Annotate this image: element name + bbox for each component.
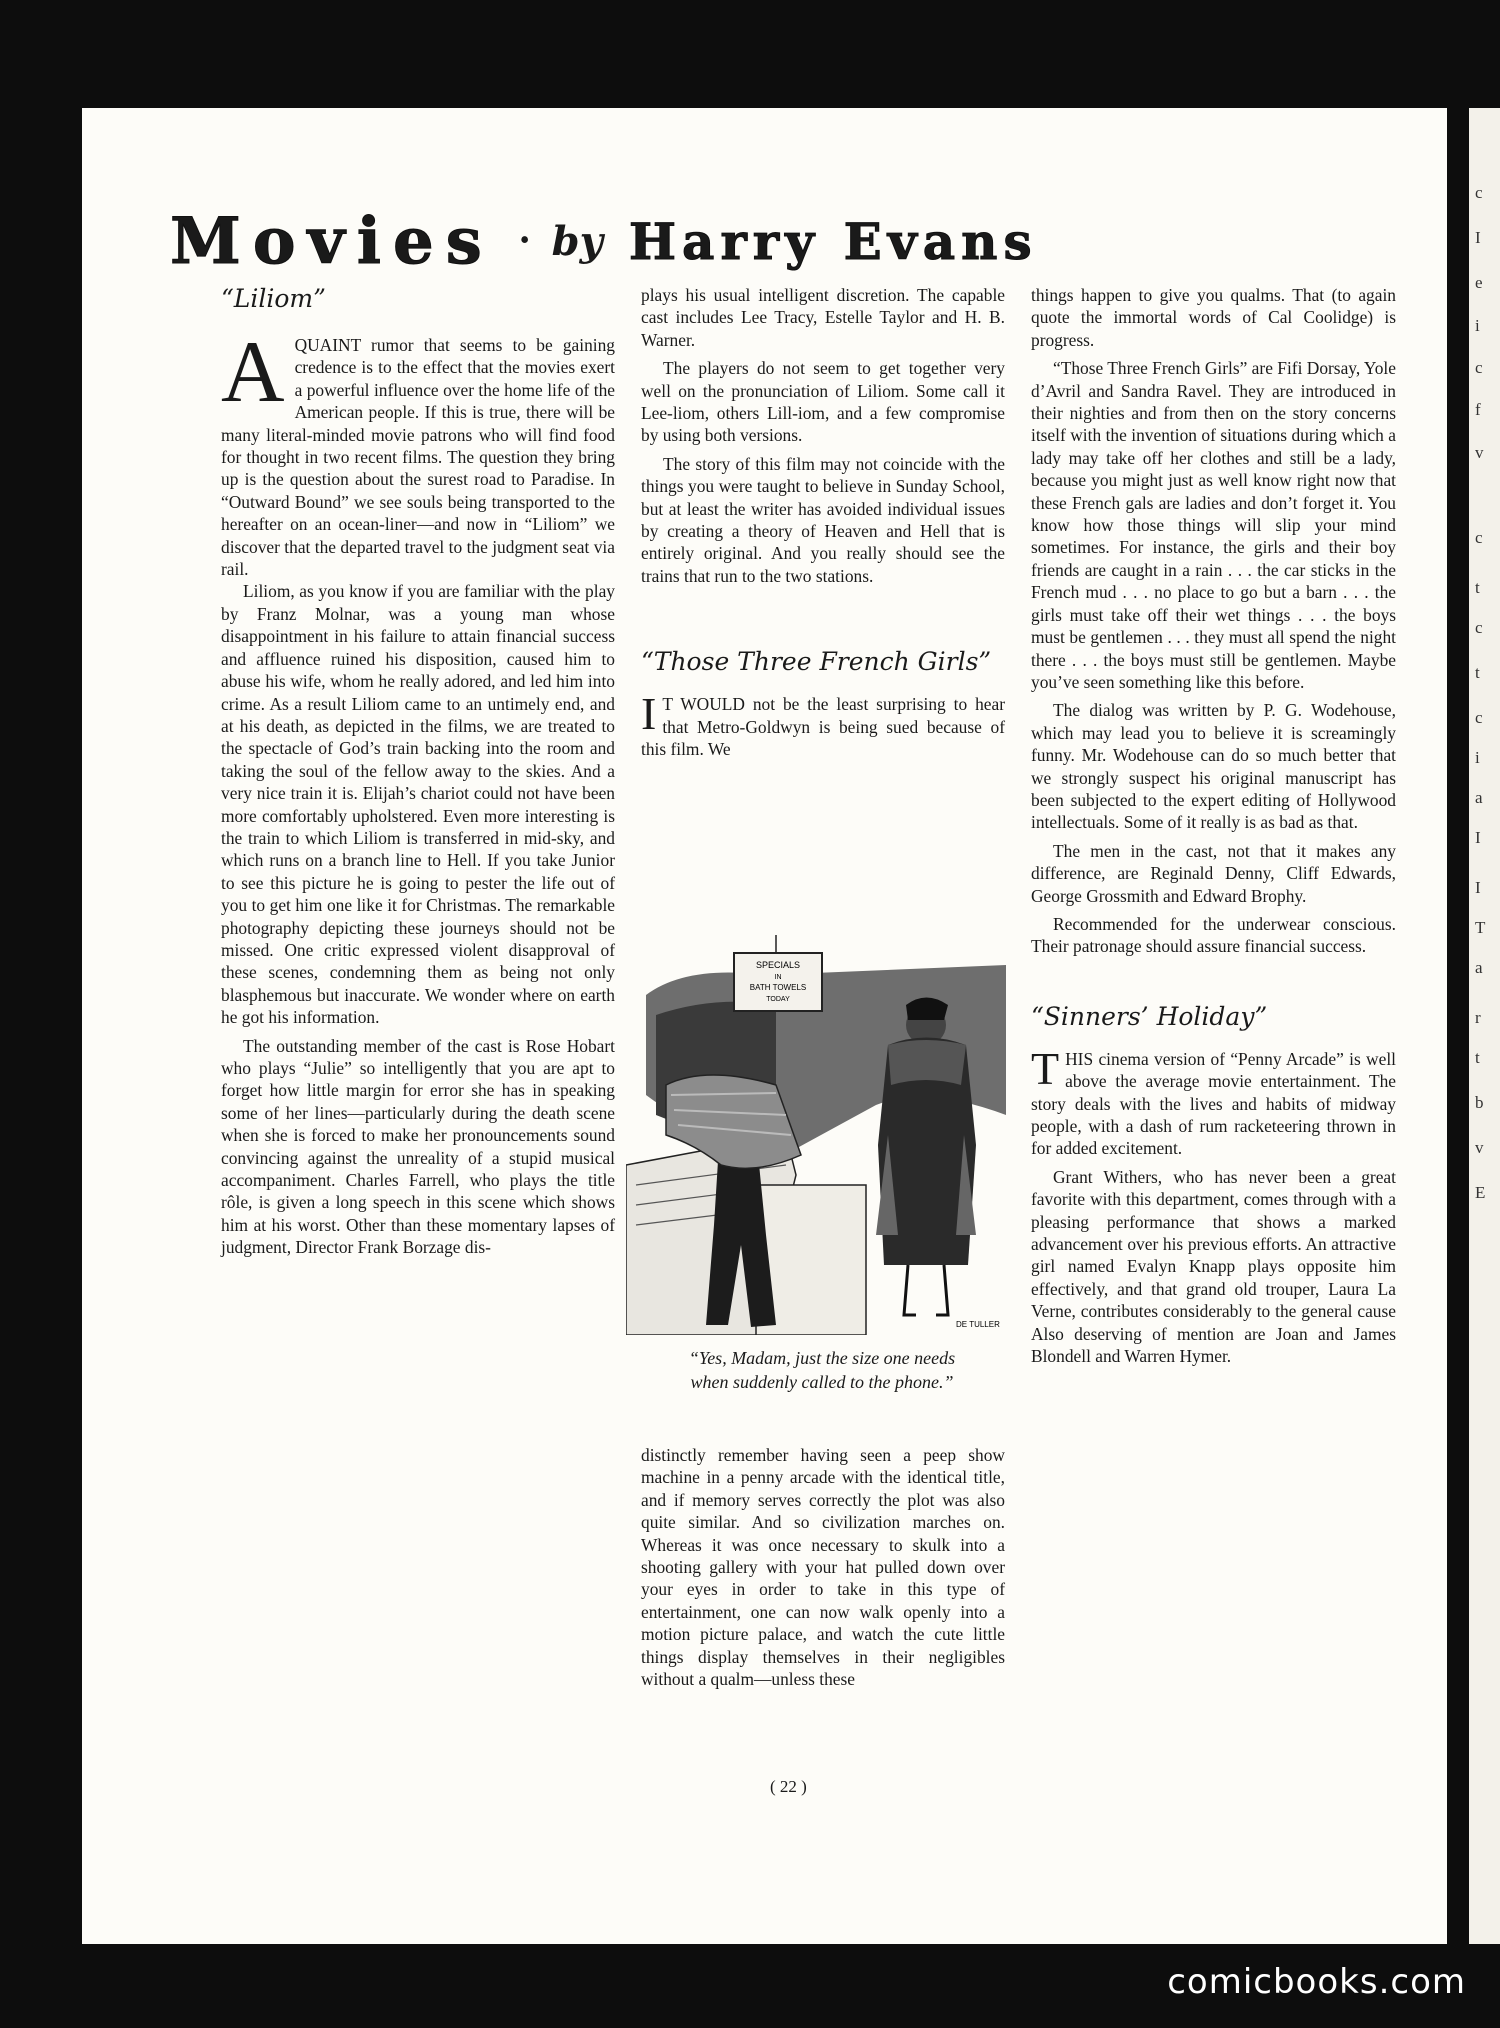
paragraph: THIS cinema version of “Penny Arcade” is well above the average movie entertainment. The story deals with the lives and habits of midway people, with a dash of rum racketeering thrown in for added excitement.: [1031, 1042, 1396, 1159]
adjacent-page-edge: [1469, 108, 1500, 1944]
paragraph: “Those Three French Girls” are Fifi Dorsay, Yole d’Avril and Sandra Ravel. They are introduced in their nighties and from then on the story concerns itself with the invention of situations during which a lady may take off her clothes and still be a lady, because you might just as well know right now that these French gals are ladies and don’t forget it. You know how those things will slip your mind sometimes. For instance, the girls and their boy friends are caught in a rain . . . the car sticks in the French mud . . . no place to go but a barn . . . the girls must take off their wet things . . . the boys must be gentlemen . . . they must all spend the night there . . . the boys must still be gentlemen. Maybe you’ve seen something like this before.: [1031, 358, 1396, 692]
paragraph: plays his usual intelligent discretion. The capable cast includes Lee Tracy, Estelle Taylor and H. B. Warner.: [641, 285, 1005, 350]
column-3: [1031, 284, 1396, 1367]
paragraph: The outstanding member of the cast is Rose Hobart who plays “Julie” so intelligently that you are apt to forget how little margin for error she has in speaking some of her lines—particularly during the death scene when she is forced to make her pronouncements sound convincing against the unreality of a stupid musical accompaniment. Charles Farrell, who plays the title rôle, is given a long speech in this scene which shows him at his worst. Other than these momentary lapses of judgment, Director Frank Borzage dis-: [221, 1035, 615, 1258]
adjacent-page-letter: e: [1475, 273, 1483, 292]
column-2: [641, 284, 1005, 761]
adjacent-page-letter: c: [1475, 528, 1483, 547]
adjacent-page-letter: v: [1475, 1138, 1484, 1157]
paragraph: Grant Withers, who has never been a great favorite with this department, comes through with a pleasing performance that shows a marked advancement over his previous efforts. An attractive girl named Evalyn Knapp plays opposite him effectively, and that grand old trouper, Laura La Verne, contributes considerably to the general cause Also deserving of mention are Joan and James Blondell and Warren Hymer.: [1031, 1166, 1396, 1367]
masthead-separator: •: [519, 225, 530, 256]
paragraph: Liliom, as you know if you are familiar with the play by Franz Molnar, was a young man whose disappointment in his failure to attain financial success and affluence ruined his disposition, caused him to abuse his wife, whom he really adored, and led him into crime. As a result Liliom came to an untimely end, and at his death, as depicted in the films, we are treated to the spectacle of God’s train backing into the room and taking the soul of the fellow away to the skies. And a very nice train it is. Elijah’s chariot could not have been more comfortably upholstered. Even more interesting is the train to which Liliom is transferred in mid-sky, and which runs on a branch line to Hell. If you take Junior to see this picture he is going to pester the life out of you to get him one like it for Christmas. The remarkable photography depicting these journeys should not be missed. One critic expressed violent disapproval of these scenes, condemning them as being not only blasphemous but inaccurate. We wonder where on earth he got his information.: [221, 581, 615, 1028]
section-title: Movies: [170, 203, 494, 279]
column-1: [221, 284, 615, 1259]
adjacent-page-letter: c: [1475, 358, 1483, 377]
drop-cap: A: [221, 324, 285, 421]
paragraph: The men in the cast, not that it makes any difference, are Reginald Denny, Cliff Edwards, George Grossmith and Edward Brophy.: [1031, 840, 1396, 906]
adjacent-page-letter: t: [1475, 1048, 1480, 1067]
adjacent-page-letter: c: [1475, 708, 1483, 727]
column-2-continued: [641, 1444, 1005, 1690]
adjacent-page-letter: T: [1475, 918, 1486, 937]
paragraph: AQUAINT rumor that seems to be gaining credence is to the effect that the movies exert a powerful influence over the home life of the American people. If this is true, there will be many literal-minded movie patrons who will find food for thought in two recent films. The question they bring up is the question about the surest road to Paradise. In “Outward Bound” we see souls being transported to the hereafter on an ocean-liner—and now in “Liliom” we discover that the departed travel to the judgment seat via rail.: [221, 324, 615, 580]
adjacent-page-letter: I: [1475, 228, 1481, 247]
paragraph: Recommended for the underwear conscious. Their patronage should assure financial success.: [1031, 913, 1396, 957]
cartoon-illustration: [626, 935, 1014, 1335]
masthead: [170, 203, 1365, 279]
artist-signature: DE TULLER: [956, 1320, 1000, 1329]
adjacent-page-letter: f: [1475, 400, 1481, 419]
adjacent-page-letter: E: [1475, 1183, 1486, 1202]
adjacent-page-letter: c: [1475, 618, 1483, 637]
adjacent-page-letter: I: [1475, 828, 1481, 847]
drop-cap: I: [641, 688, 657, 740]
watermark: comicbooks.com: [1167, 1962, 1466, 2002]
adjacent-page-letter: i: [1475, 748, 1480, 767]
sign-line: SPECIALS: [755, 960, 801, 970]
paragraph: things happen to give you qualms. That (to again quote the immortal words of Cal Coolidge) is progress.: [1031, 285, 1396, 350]
paragraph: distinctly remember having seen a peep show machine in a penny arcade with the identical title, and if memory serves correctly the plot was also quite similar. And so civilization marches on. Whereas it was once necessary to skulk into a shooting gallery with your hat pulled down over your eyes in order to take in this type of entertainment, one can now walk openly into a motion picture palace, and watch the cute little things display themselves in their negligibles without a qualm—unless these: [641, 1445, 1005, 1690]
paragraph: I T WOULD not be the least surprising to hear that Metro-Goldwyn is being sued because of this film. We: [641, 688, 1005, 760]
page-gutter: [1447, 108, 1469, 1944]
illustration-caption: “Yes, Madam, just the size one needs when suddenly called to the phone.”: [688, 1348, 956, 1392]
drop-cap: T: [1031, 1042, 1060, 1094]
byline-by: by: [551, 217, 603, 265]
adjacent-page-letter: v: [1475, 443, 1484, 462]
adjacent-page-letter: r: [1475, 1008, 1481, 1027]
byline-author: Harry Evans: [628, 211, 1038, 271]
adjacent-page-letter: i: [1475, 316, 1480, 335]
adjacent-page-letter: b: [1475, 1093, 1484, 1112]
adjacent-page-letter: t: [1475, 663, 1480, 682]
adjacent-page-letter: c: [1475, 183, 1483, 202]
adjacent-page-letter: a: [1475, 788, 1483, 807]
review-heading-liliom: “Liliom”: [221, 284, 326, 313]
sign-line: IN: [774, 974, 782, 981]
paragraph: The players do not seem to get together very well on the pronunciation of Liliom. Some call it Lee-liom, others Lill-iom, and a few compromise by using both versions.: [641, 358, 1005, 446]
paragraph: The dialog was written by P. G. Wodehouse, which may lead you to believe it is screamingly funny. Mr. Wodehouse can do so much better that we strongly suspect his original manuscript has been subjected to the expert editing of Hollywood intellectuals. Some of it really is as bad as that.: [1031, 700, 1396, 833]
page-number: ( 22 ): [770, 1777, 807, 1796]
adjacent-page-letter: I: [1475, 878, 1481, 897]
paragraph: The story of this film may not coincide with the things you were taught to believe in Sunday School, but at least the writer has avoided individual issues by creating a theory of Heaven and Hell that is entirely original. And you really should see the trains that run to the two stations.: [641, 453, 1005, 586]
review-heading-french-girls: “Those Three French Girls”: [641, 647, 992, 677]
review-heading-sinners-holiday: “Sinners’ Holiday”: [1031, 1001, 1268, 1031]
sign-line: TODAY: [766, 996, 790, 1003]
sign-line: BATH TOWELS: [749, 983, 807, 992]
adjacent-page-letter: t: [1475, 578, 1480, 597]
adjacent-page-letter: a: [1475, 958, 1483, 977]
